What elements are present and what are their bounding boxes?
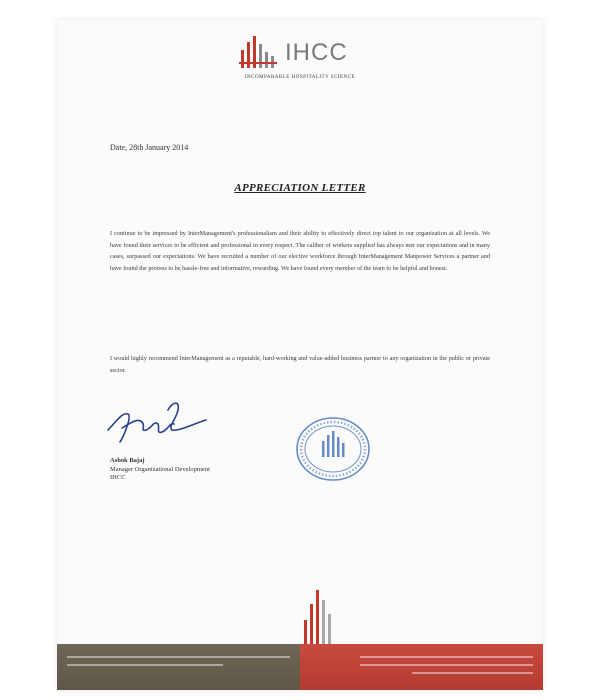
- letterhead-tagline: INCOMPARABLE HOSPITALITY SCIENCE: [244, 75, 356, 80]
- company-stamp-icon: [294, 415, 372, 483]
- brand-name: IHCC: [285, 39, 348, 66]
- signatory-title: Manager Organizational Development: [110, 465, 210, 473]
- handwritten-signature: [102, 392, 212, 454]
- letter-page: [57, 20, 543, 690]
- ihcc-logo-mark-icon: [237, 34, 283, 70]
- letterhead-footer: [57, 644, 543, 690]
- letter-title: APPRECIATION LETTER: [234, 182, 366, 194]
- signatory-company: IHCC: [110, 474, 126, 481]
- signatory-name: Ashok Bajaj: [110, 457, 145, 464]
- signatory-block: [110, 457, 210, 483]
- footer-address-english: [57, 644, 300, 690]
- ihcc-logo: [237, 34, 377, 70]
- letter-paragraph-2: I would highly recommend InterManagement as a reputable, hard-working and value-added business partner to any organization in the public or private sector.: [110, 355, 490, 374]
- letter-paragraph-1: I continue to be impressed by InterManagement's professionalism and their ability to effectively direct top talent to our organization at all levels. We have found their services to be efficient and professional in every respect. The caliber of workers supplied has always met our expectations and in many cases, surpassed our expectations. We have recruited a number of our elective workforce through InterManagement Manpower Services a partner and have found the process to be hassle-free and informative, rewarding. We have found every member of the team to be helpful and honest.: [110, 230, 490, 272]
- letter-date: Date, 28th January 2014: [110, 143, 189, 152]
- footer-address-arabic: [300, 644, 543, 690]
